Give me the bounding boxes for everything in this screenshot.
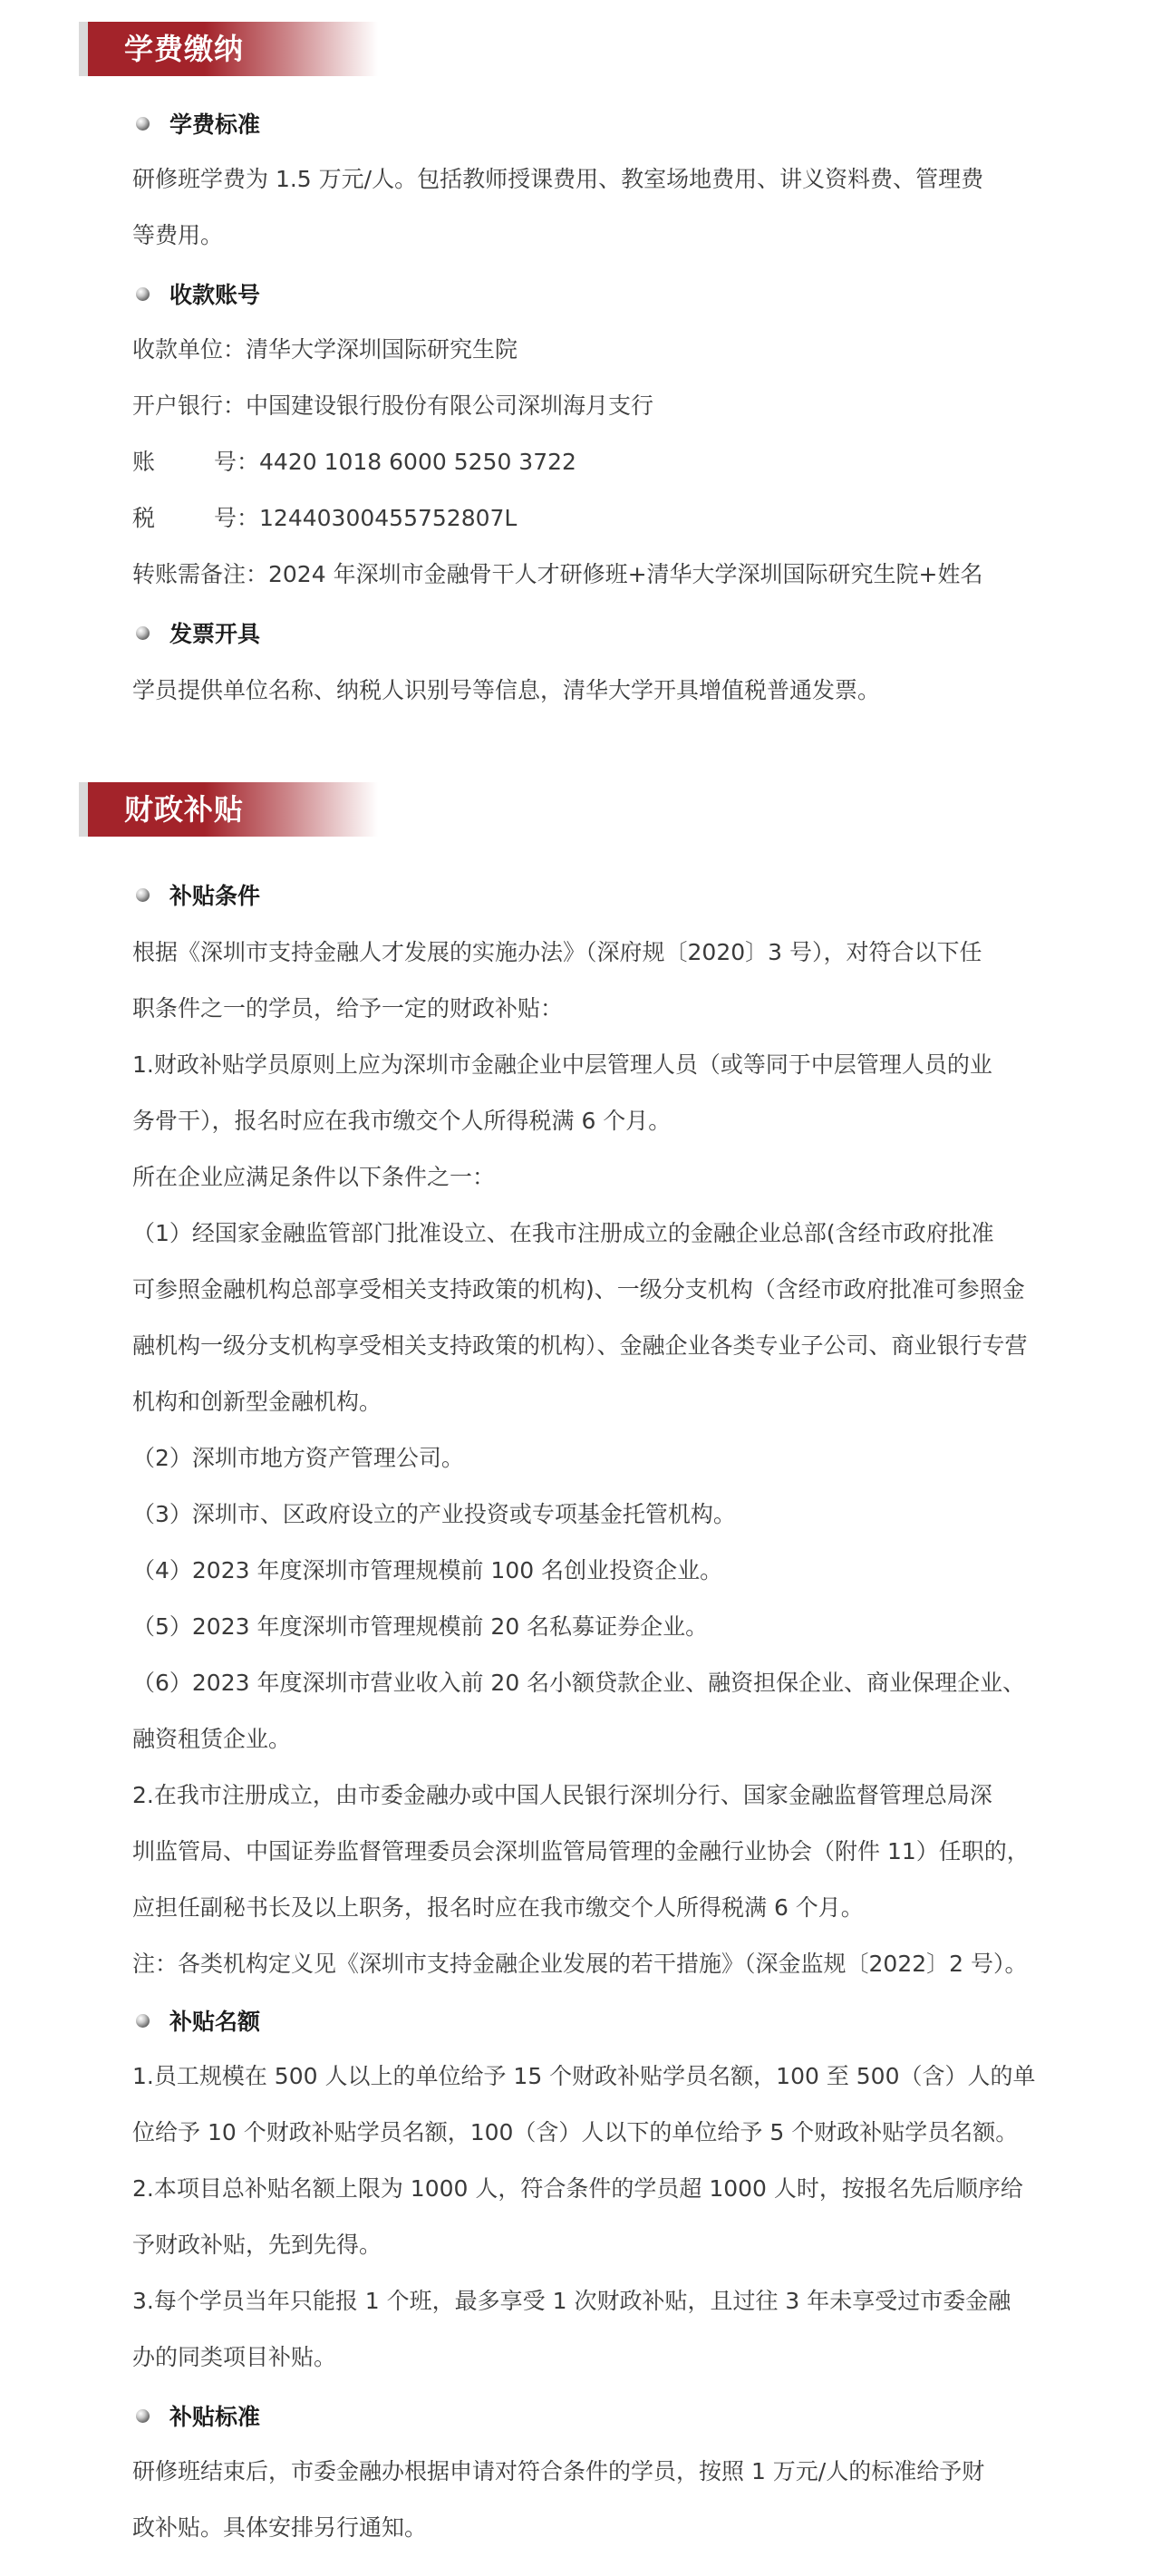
tax-number-line <box>132 500 517 537</box>
subheading-account <box>136 276 260 312</box>
paragraph-line: 务骨干），报名时应在我市缴交个人所得税满 6 个月。 <box>132 1108 672 1134</box>
bullet-icon <box>136 117 150 131</box>
paragraph-line: 所在企业应满足条件以下条件之一： <box>132 1164 496 1190</box>
paragraph-line: 机构和创新型金融机构。 <box>132 1389 382 1415</box>
paragraph-line: 等费用。 <box>132 222 224 248</box>
subheading-tuition-standard <box>136 105 260 141</box>
section-title: 学费缴纳 <box>124 32 245 66</box>
paragraph-line: 政补贴。具体安排另行通知。 <box>132 2514 428 2541</box>
section-banner-tuition <box>79 22 378 76</box>
paragraph-line: 应担任副秘书长及以上职务，报名时应在我市缴交个人所得税满 6 个月。 <box>132 1894 864 1921</box>
paragraph-line: 注：各类机构定义见《深圳市支持金融企业发展的若干措施》（深金监规〔2022〕2 号）。 <box>132 1951 1028 1977</box>
bullet-icon <box>136 2014 150 2028</box>
paragraph-line: （4）2023 年度深圳市管理规模前 100 名创业投资企业。 <box>132 1557 723 1583</box>
transfer-remark-line: 转账需备注：2024 年深圳市金融骨干人才研修班+清华大学深圳国际研究生院+姓名 <box>132 561 983 587</box>
paragraph-line: 位给予 10 个财政补贴学员名额，100（含）人以下的单位给予 5 个财政补贴学员名额。 <box>132 2119 1019 2145</box>
paragraph-line: 融机构一级分支机构享受相关支持政策的机构）、金融企业各类专业子公司、商业银行专营 <box>132 1332 1028 1359</box>
paragraph-line: （5）2023 年度深圳市管理规模前 20 名私募证券企业。 <box>132 1613 709 1640</box>
paragraph-line: 根据《深圳市支持金融人才发展的实施办法》（深府规〔2020〕3 号），对符合以下任 <box>132 939 982 965</box>
paragraph-line: （1）经国家金融监管部门批准设立、在我市注册成立的金融企业总部(含经市政府批准 <box>132 1220 994 1246</box>
subheading-label: 收款账号 <box>169 282 261 308</box>
subheading-invoice <box>136 615 260 651</box>
subheading-label: 发票开具 <box>169 621 261 647</box>
paragraph-line: 圳监管局、中国证券监督管理委员会深圳监管局管理的金融行业协会（附件 11）任职的， <box>132 1838 1030 1864</box>
paragraph-line: 2.在我市注册成立，由市委金融办或中国人民银行深圳分行、国家金融监督管理总局深 <box>132 1782 992 1808</box>
bullet-icon <box>136 287 150 301</box>
section-banner-subsidy <box>79 782 378 837</box>
paragraph-line: 研修班学费为 1.5 万元/人。包括教师授课费用、教室场地费用、讲义资料费、管理费 <box>132 166 984 192</box>
invoice-line: 学员提供单位名称、纳税人识别号等信息，清华大学开具增值税普通发票。 <box>132 677 881 703</box>
paragraph-line: 予财政补贴，先到先得。 <box>132 2232 382 2258</box>
bank-line: 开户银行：中国建设银行股份有限公司深圳海月支行 <box>132 392 654 419</box>
tax-number: 12440300455752807L <box>259 505 518 531</box>
tax-label-a: 税 <box>132 505 156 531</box>
banner-accent-bar <box>79 782 88 837</box>
subheading-subsidy-quota <box>136 2002 260 2039</box>
subheading-label: 学费标准 <box>169 111 261 138</box>
account-number-line <box>132 444 576 480</box>
bullet-icon <box>136 626 150 640</box>
paragraph-line: 办的同类项目补贴。 <box>132 2344 337 2370</box>
subheading-label: 补贴条件 <box>169 883 261 909</box>
subheading-label: 补贴标准 <box>169 2404 261 2430</box>
paragraph-line: （3）深圳市、区政府设立的产业投资或专项基金托管机构。 <box>132 1501 736 1527</box>
paragraph-line: 研修班结束后，市委金融办根据申请对符合条件的学员，按照 1 万元/人的标准给予财 <box>132 2458 985 2484</box>
paragraph-line: 2.本项目总补贴名额上限为 1000 人，符合条件的学员超 1000 人时，按报名先后顺序给 <box>132 2175 1023 2202</box>
bullet-icon <box>136 888 150 902</box>
subheading-subsidy-standard <box>136 2397 260 2434</box>
paragraph-line: 融资租赁企业。 <box>132 1726 292 1752</box>
account-label-b: 号： <box>214 449 260 475</box>
paragraph-line: （6）2023 年度深圳市营业收入前 20 名小额贷款企业、融资担保企业、商业保理企业、 <box>132 1670 1026 1696</box>
paragraph-line: （2）深圳市地方资产管理公司。 <box>132 1445 464 1471</box>
subheading-label: 补贴名额 <box>169 2009 261 2035</box>
tax-label-b: 号： <box>214 505 260 531</box>
subheading-subsidy-conditions <box>136 876 260 913</box>
paragraph-line: 职条件之一的学员，给予一定的财政补贴： <box>132 995 564 1022</box>
banner-accent-bar <box>79 22 88 76</box>
bullet-icon <box>136 2409 150 2423</box>
paragraph-line: 可参照金融机构总部享受相关支持政策的机构)、一级分支机构（含经市政府批准可参照金 <box>132 1276 1025 1303</box>
paragraph-line: 1.财政补贴学员原则上应为深圳市金融企业中层管理人员（或等同于中层管理人员的业 <box>132 1051 992 1078</box>
payee-line: 收款单位：清华大学深圳国际研究生院 <box>132 336 518 363</box>
account-number: 4420 1018 6000 5250 3722 <box>259 449 576 475</box>
section-title: 财政补贴 <box>124 792 245 827</box>
paragraph-line: 1.员工规模在 500 人以上的单位给予 15 个财政补贴学员名额，100 至 500（含）人的单 <box>132 2063 1036 2089</box>
account-label-a: 账 <box>132 449 156 475</box>
paragraph-line: 3.每个学员当年只能报 1 个班，最多享受 1 次财政补贴，且过往 3 年未享受过市委金融 <box>132 2288 1011 2314</box>
